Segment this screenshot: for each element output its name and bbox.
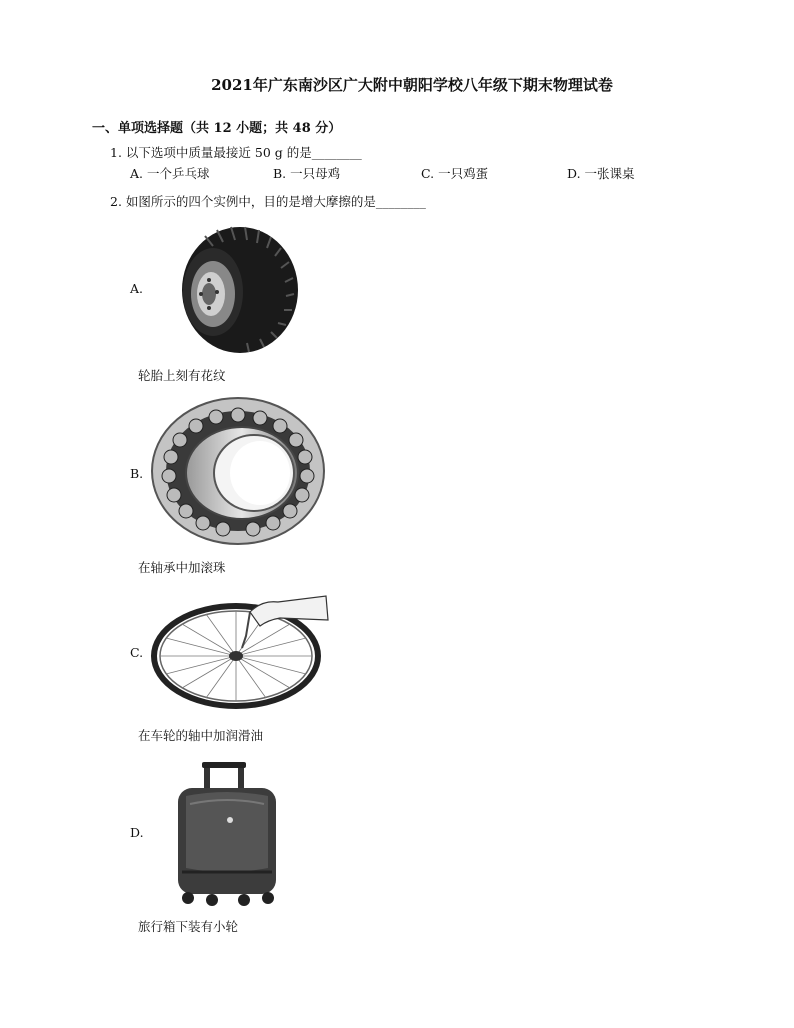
tire-image <box>165 222 305 357</box>
suitcase-image <box>172 760 282 908</box>
q1-option-c: C. 一只鸡蛋 <box>421 166 489 181</box>
exam-title: 2021年广东南沙区广大附中朝阳学校八年级下期末物理试卷 <box>211 76 613 94</box>
q2-option-c-caption: 在车轮的轴中加润滑油 <box>138 728 264 743</box>
bearing-image <box>150 395 328 547</box>
q2-option-b-letter: B. <box>130 466 144 481</box>
section-heading: 一、单项选择题（共 12 小题；共 48 分） <box>92 121 342 136</box>
q1-option-a: A. 一个乒乓球 <box>130 166 210 181</box>
question-1-stem: 1. 以下选项中质量最接近 50 g 的是________ <box>110 145 362 160</box>
question-2-stem: 2. 如图所示的四个实例中，目的是增大摩擦的是________ <box>110 194 426 209</box>
q2-option-a-caption: 轮胎上刻有花纹 <box>138 368 226 383</box>
q2-option-b-caption: 在轴承中加滚珠 <box>138 560 226 575</box>
q1-option-b: B. 一只母鸡 <box>273 166 341 181</box>
q2-option-c-letter: C. <box>130 645 144 660</box>
q2-option-a-letter: A. <box>130 281 144 296</box>
q2-option-d-caption: 旅行箱下装有小轮 <box>138 919 239 934</box>
bicycle-wheel-image <box>150 592 330 714</box>
q2-option-d-letter: D. <box>130 825 144 840</box>
q1-option-d: D. 一张课桌 <box>567 166 635 181</box>
